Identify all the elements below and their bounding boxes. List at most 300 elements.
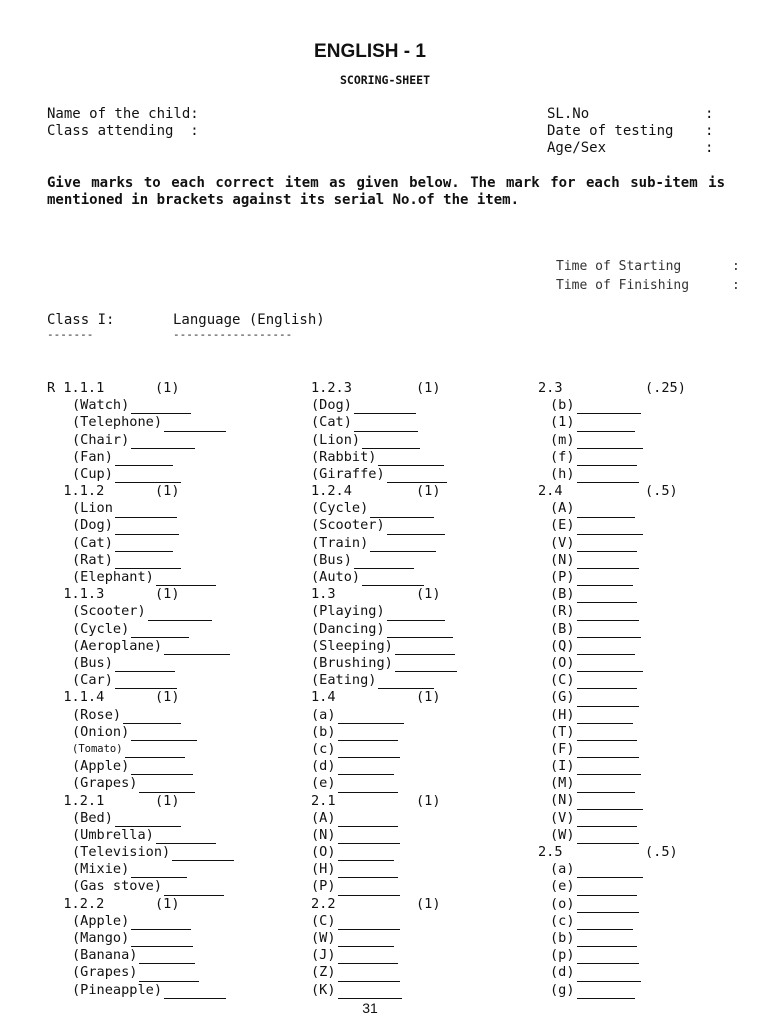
sub-item-row bbox=[538, 535, 738, 552]
mark-blank[interactable] bbox=[164, 881, 224, 896]
mark-blank[interactable] bbox=[577, 984, 635, 999]
sub-item-label: (B) bbox=[550, 620, 575, 637]
sub-item-row bbox=[538, 569, 738, 586]
sub-item-label: (N) bbox=[311, 826, 336, 843]
item-mark: (1) bbox=[416, 483, 441, 500]
sub-item-row bbox=[538, 707, 738, 724]
item-number: 1.3 bbox=[311, 586, 336, 603]
sub-item-label: (Scooter) bbox=[311, 517, 385, 534]
mark-blank[interactable] bbox=[577, 468, 639, 483]
mark-blank[interactable] bbox=[131, 726, 197, 741]
sub-item-label: (b) bbox=[550, 929, 575, 946]
sub-item-row bbox=[47, 518, 297, 535]
mark-blank[interactable] bbox=[577, 915, 633, 930]
sub-item-label: (Bus) bbox=[311, 551, 352, 568]
sub-item-label: (p) bbox=[550, 947, 575, 964]
mark-blank[interactable] bbox=[577, 967, 641, 982]
sub-item-row bbox=[311, 724, 531, 741]
mark-blank[interactable] bbox=[123, 709, 181, 724]
item-number: 1.1.4 bbox=[47, 689, 105, 706]
sub-item-row bbox=[311, 672, 531, 689]
mark-blank[interactable] bbox=[172, 846, 234, 861]
sub-item-label: (H) bbox=[311, 861, 336, 878]
sub-item-label: (V) bbox=[550, 809, 575, 826]
sub-item-row bbox=[311, 741, 531, 758]
sub-item-label: (g) bbox=[550, 981, 575, 998]
sub-item-row bbox=[538, 964, 738, 981]
sub-item-label: (E) bbox=[550, 517, 575, 534]
mark-blank[interactable] bbox=[338, 967, 400, 982]
sub-item-label: (Watch) bbox=[72, 397, 130, 414]
mark-blank[interactable] bbox=[156, 829, 216, 844]
sub-item-label: (Rose) bbox=[72, 706, 122, 723]
sub-item-row bbox=[538, 603, 738, 620]
sub-item-label: (M) bbox=[550, 775, 575, 792]
mark-blank[interactable] bbox=[362, 571, 424, 586]
mark-blank[interactable] bbox=[577, 709, 633, 724]
age-sex-label: Age/Sex bbox=[547, 140, 607, 156]
mark-blank[interactable] bbox=[577, 434, 643, 449]
mark-blank[interactable] bbox=[115, 520, 179, 535]
class-language-line bbox=[47, 312, 325, 343]
mark-blank[interactable] bbox=[577, 881, 637, 896]
language-block bbox=[173, 312, 325, 341]
sub-item-row bbox=[47, 707, 297, 724]
sub-item-row bbox=[47, 414, 297, 431]
sub-item-row bbox=[311, 844, 531, 861]
mark-blank[interactable] bbox=[338, 760, 394, 775]
sub-item-row bbox=[47, 535, 297, 552]
sub-item-label: (Onion) bbox=[72, 723, 130, 740]
mark-blank[interactable] bbox=[577, 571, 633, 586]
mark-blank[interactable] bbox=[577, 520, 643, 535]
item-number: 2.2 bbox=[311, 895, 336, 912]
sub-item-row bbox=[311, 621, 531, 638]
sub-item-row bbox=[311, 861, 531, 878]
sub-item-label: (m) bbox=[550, 431, 575, 448]
mark-blank[interactable] bbox=[577, 588, 637, 603]
sub-item-row bbox=[47, 947, 297, 964]
sub-item-row bbox=[47, 878, 297, 895]
sub-item-row bbox=[47, 741, 297, 758]
sub-item-label: (Rat) bbox=[72, 551, 113, 568]
sub-item-row bbox=[311, 930, 531, 947]
mark-blank[interactable] bbox=[387, 520, 445, 535]
sub-item-label: (Umbrella) bbox=[72, 826, 154, 843]
item-header bbox=[311, 483, 531, 500]
mark-blank[interactable] bbox=[577, 623, 641, 638]
item-mark: (1) bbox=[416, 895, 441, 912]
language-dashes: ------------------ bbox=[173, 328, 293, 341]
column-3 bbox=[538, 380, 738, 999]
mark-blank[interactable] bbox=[338, 881, 400, 896]
sub-item-label: (Rabbit) bbox=[311, 448, 377, 465]
sub-item-label: (N) bbox=[550, 551, 575, 568]
sub-item-row bbox=[47, 672, 297, 689]
mark-blank[interactable] bbox=[577, 503, 635, 518]
sl-no-label: SL.No bbox=[547, 106, 590, 122]
sub-item-label: (W) bbox=[550, 826, 575, 843]
mark-blank[interactable] bbox=[131, 915, 191, 930]
mark-blank[interactable] bbox=[577, 863, 643, 878]
mark-blank[interactable] bbox=[577, 399, 641, 414]
mark-blank[interactable] bbox=[164, 640, 230, 655]
sub-item-row bbox=[538, 638, 738, 655]
language-label: Language (English) bbox=[173, 312, 325, 328]
sub-item-label: (J) bbox=[311, 947, 336, 964]
sub-item-row bbox=[311, 964, 531, 981]
age-sex-row bbox=[547, 140, 713, 157]
class-label: Class I: bbox=[47, 312, 115, 328]
sub-item-row bbox=[311, 878, 531, 895]
mark-blank[interactable] bbox=[115, 451, 173, 466]
item-mark: (1) bbox=[416, 792, 441, 809]
sub-item-row bbox=[47, 638, 297, 655]
sub-item-label: (G) bbox=[550, 689, 575, 706]
sub-item-label: (N) bbox=[550, 792, 575, 809]
mark-blank[interactable] bbox=[577, 778, 635, 793]
sub-item-label: (H) bbox=[550, 706, 575, 723]
sub-item-row bbox=[538, 861, 738, 878]
mark-blank[interactable] bbox=[115, 503, 177, 518]
mark-blank[interactable] bbox=[378, 674, 434, 689]
item-header bbox=[311, 380, 531, 397]
mark-blank[interactable] bbox=[148, 606, 212, 621]
item-mark: (1) bbox=[416, 586, 441, 603]
mark-blank[interactable] bbox=[338, 743, 400, 758]
sub-item-row bbox=[311, 655, 531, 672]
sub-item-row bbox=[311, 552, 531, 569]
instructions: Give marks to each correct item as given below. The mark for each sub-item is mentioned in brackets against its serial No.of the item. bbox=[47, 175, 725, 208]
sub-item-row bbox=[311, 603, 531, 620]
item-number: 2.5 bbox=[538, 844, 563, 861]
sub-item-row bbox=[47, 844, 297, 861]
mark-blank[interactable] bbox=[131, 760, 193, 775]
sub-item-row bbox=[538, 586, 738, 603]
class-dashes: ------- bbox=[47, 328, 94, 341]
item-header bbox=[311, 896, 531, 913]
sub-item-row bbox=[311, 518, 531, 535]
sub-item-label: (Lion) bbox=[311, 431, 361, 448]
sub-item-label: (Q) bbox=[550, 637, 575, 654]
sub-item-row bbox=[47, 449, 297, 466]
mark-blank[interactable] bbox=[577, 417, 635, 432]
mark-blank[interactable] bbox=[577, 451, 637, 466]
sub-item-row bbox=[311, 827, 531, 844]
sub-item-row bbox=[311, 397, 531, 414]
mark-blank[interactable] bbox=[354, 417, 418, 432]
sub-item-row bbox=[47, 982, 297, 999]
item-number: 2.3 bbox=[538, 380, 563, 396]
sub-item-label: (Eating) bbox=[311, 672, 377, 689]
time-start-label: Time of Starting bbox=[556, 259, 682, 274]
mark-blank[interactable] bbox=[115, 657, 175, 672]
mark-blank[interactable] bbox=[338, 949, 398, 964]
sub-item-row bbox=[311, 982, 531, 999]
item-mark: (.5) bbox=[645, 483, 678, 500]
item-number: 2.4 bbox=[538, 483, 563, 500]
item-header bbox=[311, 689, 531, 706]
sub-item-row bbox=[311, 414, 531, 431]
sub-item-row bbox=[538, 397, 738, 414]
sub-item-row bbox=[538, 913, 738, 930]
mark-blank[interactable] bbox=[338, 932, 394, 947]
mark-blank[interactable] bbox=[577, 795, 643, 810]
sub-item-label: (Aeroplane) bbox=[72, 637, 163, 654]
sub-item-row bbox=[538, 655, 738, 672]
mark-blank[interactable] bbox=[139, 967, 199, 982]
sub-item-label: (Gas stove) bbox=[72, 878, 163, 895]
item-number: 1.1.3 bbox=[47, 586, 105, 603]
sub-item-label: (C) bbox=[550, 672, 575, 689]
mark-blank[interactable] bbox=[577, 829, 639, 844]
sub-item-row bbox=[47, 758, 297, 775]
child-name-label: Name of the child: bbox=[47, 106, 199, 122]
mark-blank[interactable] bbox=[115, 674, 177, 689]
sub-item-label: (Sleeping) bbox=[311, 637, 393, 654]
mark-blank[interactable] bbox=[115, 812, 181, 827]
mark-blank[interactable] bbox=[577, 949, 639, 964]
sub-item-label: (A) bbox=[311, 809, 336, 826]
sub-item-row bbox=[538, 741, 738, 758]
item-mark: (.5) bbox=[645, 844, 678, 861]
mark-blank[interactable] bbox=[115, 468, 181, 483]
sub-item-row bbox=[538, 724, 738, 741]
sub-item-label: (I) bbox=[550, 758, 575, 775]
mark-blank[interactable] bbox=[577, 743, 639, 758]
sub-item-row bbox=[47, 930, 297, 947]
page-number: 31 bbox=[362, 1000, 378, 1016]
mark-blank[interactable] bbox=[338, 709, 404, 724]
item-mark: (1) bbox=[155, 483, 180, 500]
mark-blank[interactable] bbox=[577, 606, 639, 621]
sub-item-row bbox=[538, 689, 738, 706]
sub-item-row bbox=[47, 724, 297, 741]
mark-blank[interactable] bbox=[115, 537, 173, 552]
mark-blank[interactable] bbox=[577, 760, 641, 775]
sub-item-row bbox=[538, 775, 738, 792]
sub-item-row bbox=[47, 655, 297, 672]
sub-item-label: (P) bbox=[311, 878, 336, 895]
mark-blank[interactable] bbox=[577, 692, 639, 707]
sub-item-label: (Train) bbox=[311, 534, 369, 551]
mark-blank[interactable] bbox=[354, 554, 414, 569]
item-header bbox=[47, 896, 297, 913]
item-mark: (1) bbox=[155, 689, 180, 706]
mark-blank[interactable] bbox=[577, 812, 637, 827]
sub-item-label: (Bed) bbox=[72, 809, 113, 826]
item-header bbox=[538, 380, 738, 397]
mark-blank[interactable] bbox=[577, 537, 637, 552]
item-number: 1.2.2 bbox=[47, 895, 105, 912]
mark-blank[interactable] bbox=[338, 863, 398, 878]
sub-item-label: (e) bbox=[311, 775, 336, 792]
page-subtitle: SCORING-SHEET bbox=[339, 73, 430, 87]
mark-blank[interactable] bbox=[131, 434, 195, 449]
sub-item-row bbox=[538, 827, 738, 844]
mark-blank[interactable] bbox=[338, 812, 398, 827]
sub-item-row bbox=[47, 775, 297, 792]
mark-blank[interactable] bbox=[387, 623, 453, 638]
sub-item-label: (d) bbox=[550, 964, 575, 981]
sub-item-row bbox=[538, 500, 738, 517]
mark-blank[interactable] bbox=[338, 915, 400, 930]
sub-item-row bbox=[311, 569, 531, 586]
sl-no-sep: : bbox=[705, 106, 714, 122]
item-header bbox=[311, 793, 531, 810]
item-header bbox=[47, 689, 297, 706]
mark-blank[interactable] bbox=[378, 451, 444, 466]
item-number: 1.2.3 bbox=[311, 380, 352, 396]
mark-blank[interactable] bbox=[395, 640, 455, 655]
sub-item-label: (Cat) bbox=[72, 534, 113, 551]
item-number: 1.1.2 bbox=[47, 483, 105, 500]
sub-item-label: (e) bbox=[550, 878, 575, 895]
sub-item-label: (C) bbox=[311, 912, 336, 929]
item-mark: (1) bbox=[155, 895, 180, 912]
mark-blank[interactable] bbox=[131, 623, 189, 638]
item-header bbox=[538, 844, 738, 861]
sub-item-label: (d) bbox=[311, 758, 336, 775]
sub-item-row bbox=[311, 913, 531, 930]
item-header bbox=[538, 483, 738, 500]
sub-item-row bbox=[47, 500, 297, 517]
sub-item-row bbox=[538, 466, 738, 483]
item-number: R 1.1.1 bbox=[47, 380, 105, 396]
sub-item-row bbox=[538, 810, 738, 827]
sub-item-row bbox=[47, 913, 297, 930]
sub-item-row bbox=[538, 449, 738, 466]
sub-item-label: (P) bbox=[550, 569, 575, 586]
sub-item-row bbox=[47, 397, 297, 414]
sub-item-row bbox=[311, 500, 531, 517]
sub-item-label: (W) bbox=[311, 929, 336, 946]
mark-blank[interactable] bbox=[577, 932, 637, 947]
sub-item-label: (Chair) bbox=[72, 431, 130, 448]
time-start-row bbox=[556, 257, 740, 276]
sub-item-label: (Dog) bbox=[72, 517, 113, 534]
sub-item-row bbox=[538, 896, 738, 913]
item-mark: (1) bbox=[155, 586, 180, 603]
page-title: ENGLISH - 1 bbox=[314, 41, 426, 62]
mark-blank[interactable] bbox=[115, 554, 181, 569]
item-mark: (1) bbox=[416, 380, 441, 396]
sub-item-label: (Apple) bbox=[72, 912, 130, 929]
mark-blank[interactable] bbox=[131, 863, 187, 878]
item-mark: (.25) bbox=[645, 380, 686, 396]
time-finish-label: Time of Finishing bbox=[556, 278, 690, 293]
mark-blank[interactable] bbox=[338, 984, 402, 999]
sub-item-label: (Grapes) bbox=[72, 964, 138, 981]
mark-blank[interactable] bbox=[370, 503, 434, 518]
sub-item-row bbox=[538, 414, 738, 431]
mark-blank[interactable] bbox=[338, 846, 394, 861]
sub-item-label: (Dog) bbox=[311, 397, 352, 414]
sub-item-label: (Cycle) bbox=[311, 500, 369, 517]
sub-item-label: (Z) bbox=[311, 964, 336, 981]
mark-blank[interactable] bbox=[156, 571, 216, 586]
mark-blank[interactable] bbox=[577, 640, 635, 655]
sub-item-row bbox=[47, 861, 297, 878]
mark-blank[interactable] bbox=[362, 434, 420, 449]
sub-item-label: (Dancing) bbox=[311, 620, 385, 637]
test-info bbox=[547, 106, 713, 157]
time-start-sep: : bbox=[732, 259, 740, 274]
mark-blank[interactable] bbox=[577, 898, 639, 913]
sub-item-row bbox=[311, 775, 531, 792]
item-number: 1.2.1 bbox=[47, 792, 105, 809]
sub-item-label: (Apple) bbox=[72, 758, 130, 775]
date-of-testing-label: Date of testing bbox=[547, 123, 674, 139]
sub-item-label: (O) bbox=[311, 844, 336, 861]
sub-item-label: (Elephant) bbox=[72, 569, 154, 586]
sub-item-label: (V) bbox=[550, 534, 575, 551]
sub-item-label: (R) bbox=[550, 603, 575, 620]
sub-item-row bbox=[47, 569, 297, 586]
sub-item-label: (Playing) bbox=[311, 603, 385, 620]
mark-blank[interactable] bbox=[577, 674, 637, 689]
mark-blank[interactable] bbox=[164, 417, 226, 432]
mark-blank[interactable] bbox=[354, 399, 416, 414]
sub-item-label: (Cycle) bbox=[72, 620, 130, 637]
mark-blank[interactable] bbox=[125, 743, 185, 758]
item-header bbox=[47, 793, 297, 810]
sub-item-label: (K) bbox=[311, 981, 336, 998]
item-header bbox=[311, 586, 531, 603]
mark-blank[interactable] bbox=[131, 399, 191, 414]
sub-item-label: (Cat) bbox=[311, 414, 352, 431]
sub-item-label: (Grapes) bbox=[72, 775, 138, 792]
mark-blank[interactable] bbox=[577, 726, 637, 741]
sub-item-row bbox=[538, 947, 738, 964]
date-of-testing-sep: : bbox=[705, 123, 714, 139]
mark-blank[interactable] bbox=[139, 778, 195, 793]
mark-blank[interactable] bbox=[577, 657, 643, 672]
sub-item-label: (Car) bbox=[72, 672, 113, 689]
mark-blank[interactable] bbox=[164, 984, 226, 999]
sub-item-row bbox=[538, 878, 738, 895]
sub-item-label: (O) bbox=[550, 654, 575, 671]
sub-item-row bbox=[538, 672, 738, 689]
sub-item-row bbox=[311, 449, 531, 466]
mark-blank[interactable] bbox=[338, 726, 398, 741]
mark-blank[interactable] bbox=[387, 468, 447, 483]
mark-blank[interactable] bbox=[338, 829, 400, 844]
sub-item-label: (A) bbox=[550, 500, 575, 517]
sub-item-row bbox=[311, 466, 531, 483]
sub-item-label: (f) bbox=[550, 448, 575, 465]
mark-blank[interactable] bbox=[131, 932, 193, 947]
mark-blank[interactable] bbox=[577, 554, 639, 569]
mark-blank[interactable] bbox=[338, 778, 398, 793]
sub-item-label: (o) bbox=[550, 895, 575, 912]
sub-item-row bbox=[47, 621, 297, 638]
sub-item-row bbox=[311, 810, 531, 827]
sub-item-row bbox=[538, 552, 738, 569]
sub-item-row bbox=[47, 603, 297, 620]
item-header bbox=[47, 380, 297, 397]
sub-item-label: (Bus) bbox=[72, 654, 113, 671]
mark-blank[interactable] bbox=[370, 537, 436, 552]
sub-item-label: (Lion bbox=[72, 500, 113, 517]
mark-blank[interactable] bbox=[395, 657, 457, 672]
item-header bbox=[47, 483, 297, 500]
sub-item-label: (a) bbox=[550, 861, 575, 878]
mark-blank[interactable] bbox=[387, 606, 445, 621]
sub-item-label: (Brushing) bbox=[311, 654, 393, 671]
mark-blank[interactable] bbox=[139, 949, 195, 964]
sub-item-label: (Auto) bbox=[311, 569, 361, 586]
